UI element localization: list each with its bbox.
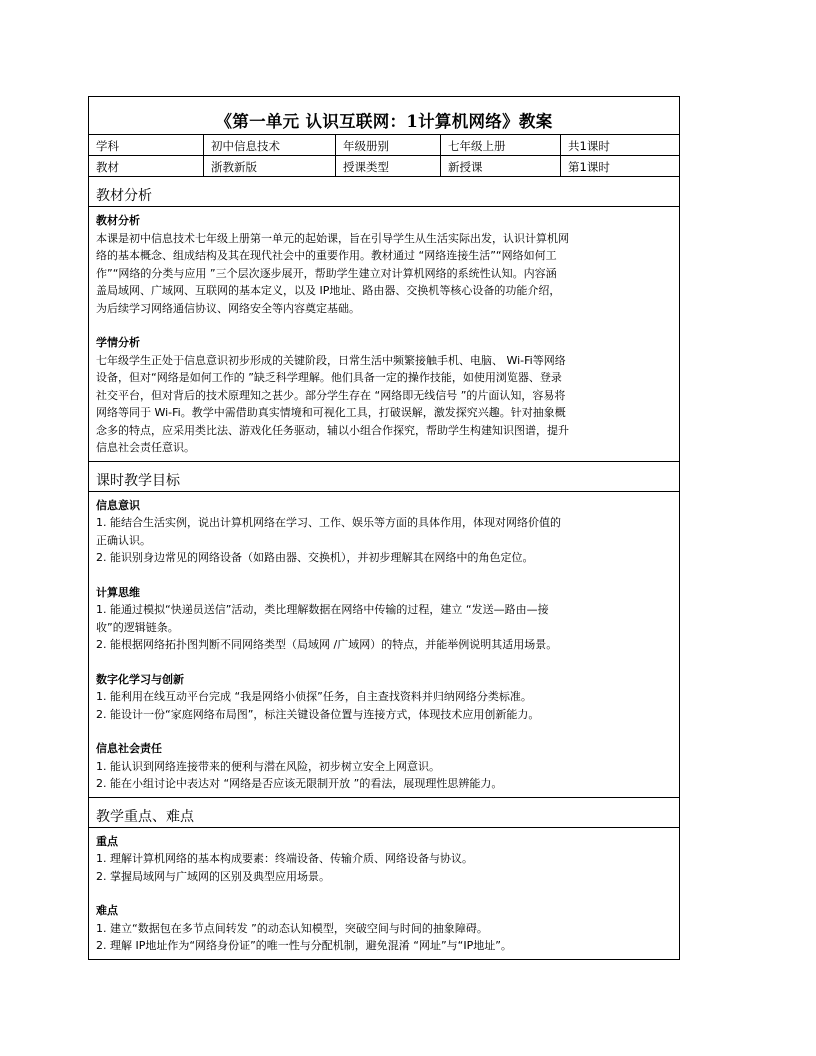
textbook-analysis-line: 盖局域网、广域网、互联网的基本定义，以及 IP地址、路由器、交换机等核心设备的功能介绍，	[96, 284, 561, 297]
goals-body	[89, 492, 679, 797]
goals-section	[89, 462, 679, 798]
goals-heading: 课时教学目标	[89, 462, 679, 492]
goal-line: 1. 能结合生活实例，说出计算机网络在学习、工作、娱乐等方面的具体作用，体现对网络价值的	[96, 516, 561, 529]
cell-lesson-number: 第1课时	[568, 160, 610, 174]
textbook-analysis-line: 络的基本概念、组成结构及其在现代社会中的重要作用。教材通过 “网络连接生活”“网络如何工	[96, 249, 557, 262]
keypoints-section	[89, 798, 679, 959]
keypoints-heading: 教学重点、难点	[89, 798, 679, 828]
goal-line: 1. 能通过模拟“快递员送信”活动，类比理解数据在网络中传输的过程，建立 “发送—路由—接	[96, 603, 549, 616]
difficulty-title: 难点	[96, 904, 118, 917]
goal-line: 2. 能设计一份“家庭网络布局图”，标注关键设备位置与连接方式，体现技术应用创新能力。	[96, 707, 540, 721]
analysis-section	[89, 177, 679, 462]
goal-line: 正确认识。	[96, 533, 151, 547]
textbook-analysis-line: 本课是初中信息技术七年级上册第一单元的起始课，旨在引导学生从生活实际出发，认识计算机网	[96, 231, 569, 245]
goal-line: 2. 能在小组讨论中表达对 “网络是否应该无限制开放 ”的看法，展现理性思辨能力。	[96, 777, 503, 790]
goal-line: 2. 能识别身边常见的网络设备（如路由器、交换机），并初步理解其在网络中的角色定位。	[96, 551, 534, 564]
textbook-analysis-line: 作”“网络的分类与应用 ”三个层次逐步展开，帮助学生建立对计算机网络的系统性认知。内容涵	[96, 266, 557, 280]
student-analysis-line: 社交平台，但对背后的技术原理知之甚少。部分学生存在 “网络即无线信号 ”的片面认知，容易将	[96, 388, 566, 402]
goal-group-title: 信息社会责任	[96, 742, 162, 755]
difficulty-line: 2. 理解 IP地址作为“网络身份证”的唯一性与分配机制，避免混淆 “网址”与“IP地址”。	[96, 939, 512, 952]
goal-line: 1. 能利用在线互动平台完成 “我是网络小侦探”任务，自主查找资料并归纳网络分类标准。	[96, 690, 532, 703]
lesson-plan-table	[88, 96, 680, 960]
textbook-analysis-line: 为后续学习网络通信协议、网络安全等内容奠定基础。	[96, 301, 360, 315]
goal-group-title: 计算思维	[96, 585, 140, 599]
cell-textbook-label: 教材	[89, 156, 204, 176]
cell-subject-label: 学科	[89, 135, 204, 155]
student-analysis-line: 设备，但对“网络是如何工作的 ”缺乏科学理解。他们具备一定的操作技能，如使用浏览器、登录	[96, 371, 562, 384]
focus-line: 1. 理解计算机网络的基本构成要素：终端设备、传输介质、网络设备与协议。	[96, 852, 473, 865]
info-row-textbook	[89, 156, 679, 177]
keypoints-body	[89, 828, 679, 959]
cell-grade-value: 七年级上册	[441, 135, 561, 155]
cell-type-value: 新授课	[441, 156, 561, 176]
goal-line: 收”的逻辑链条。	[96, 620, 179, 634]
student-analysis-line: 信息社会责任意识。	[96, 441, 195, 454]
student-analysis-line: 七年级学生正处于信息意识初步形成的关键阶段，日常生活中频繁接触手机、电脑、 Wi-Fi等网络	[96, 353, 566, 367]
cell-total-hours: 共1课时	[568, 139, 610, 153]
difficulty-line: 1. 建立“数据包在多节点间转发 ”的动态认知模型，突破空间与时间的抽象障碍。	[96, 921, 488, 935]
info-row-subject	[89, 135, 679, 156]
textbook-analysis-title: 教材分析	[96, 214, 140, 227]
focus-line: 2. 掌握局域网与广域网的区别及典型应用场景。	[96, 869, 330, 883]
student-analysis-line: 网络等同于 Wi-Fi。教学中需借助真实情境和可视化工具，打破误解，激发探究兴趣。针对抽象概	[96, 406, 566, 419]
student-analysis-line: 念多的特点，应采用类比法、游戏化任务驱动，辅以小组合作探究，帮助学生构建知识图谱，提升	[96, 423, 569, 437]
analysis-heading: 教材分析	[89, 177, 679, 207]
goal-group-title: 数字化学习与创新	[96, 672, 184, 686]
cell-type-label: 授课类型	[336, 156, 441, 176]
cell-textbook-value: 浙教新版	[204, 156, 336, 176]
goal-group-title: 信息意识	[96, 498, 140, 512]
cell-grade-label: 年级册别	[336, 135, 441, 155]
analysis-body	[89, 207, 679, 461]
student-analysis-title: 学情分析	[96, 336, 140, 349]
cell-subject-value: 初中信息技术	[204, 135, 336, 155]
goal-line: 1. 能认识到网络连接带来的便利与潜在风险，初步树立安全上网意识。	[96, 759, 440, 773]
document-title: 《第一单元 认识互联网：1计算机网络》教案	[89, 97, 679, 135]
focus-title: 重点	[96, 834, 118, 848]
goal-line: 2. 能根据网络拓扑图判断不同网络类型（局域网 /广域网）的特点，并能举例说明其适用场景。	[96, 638, 558, 651]
